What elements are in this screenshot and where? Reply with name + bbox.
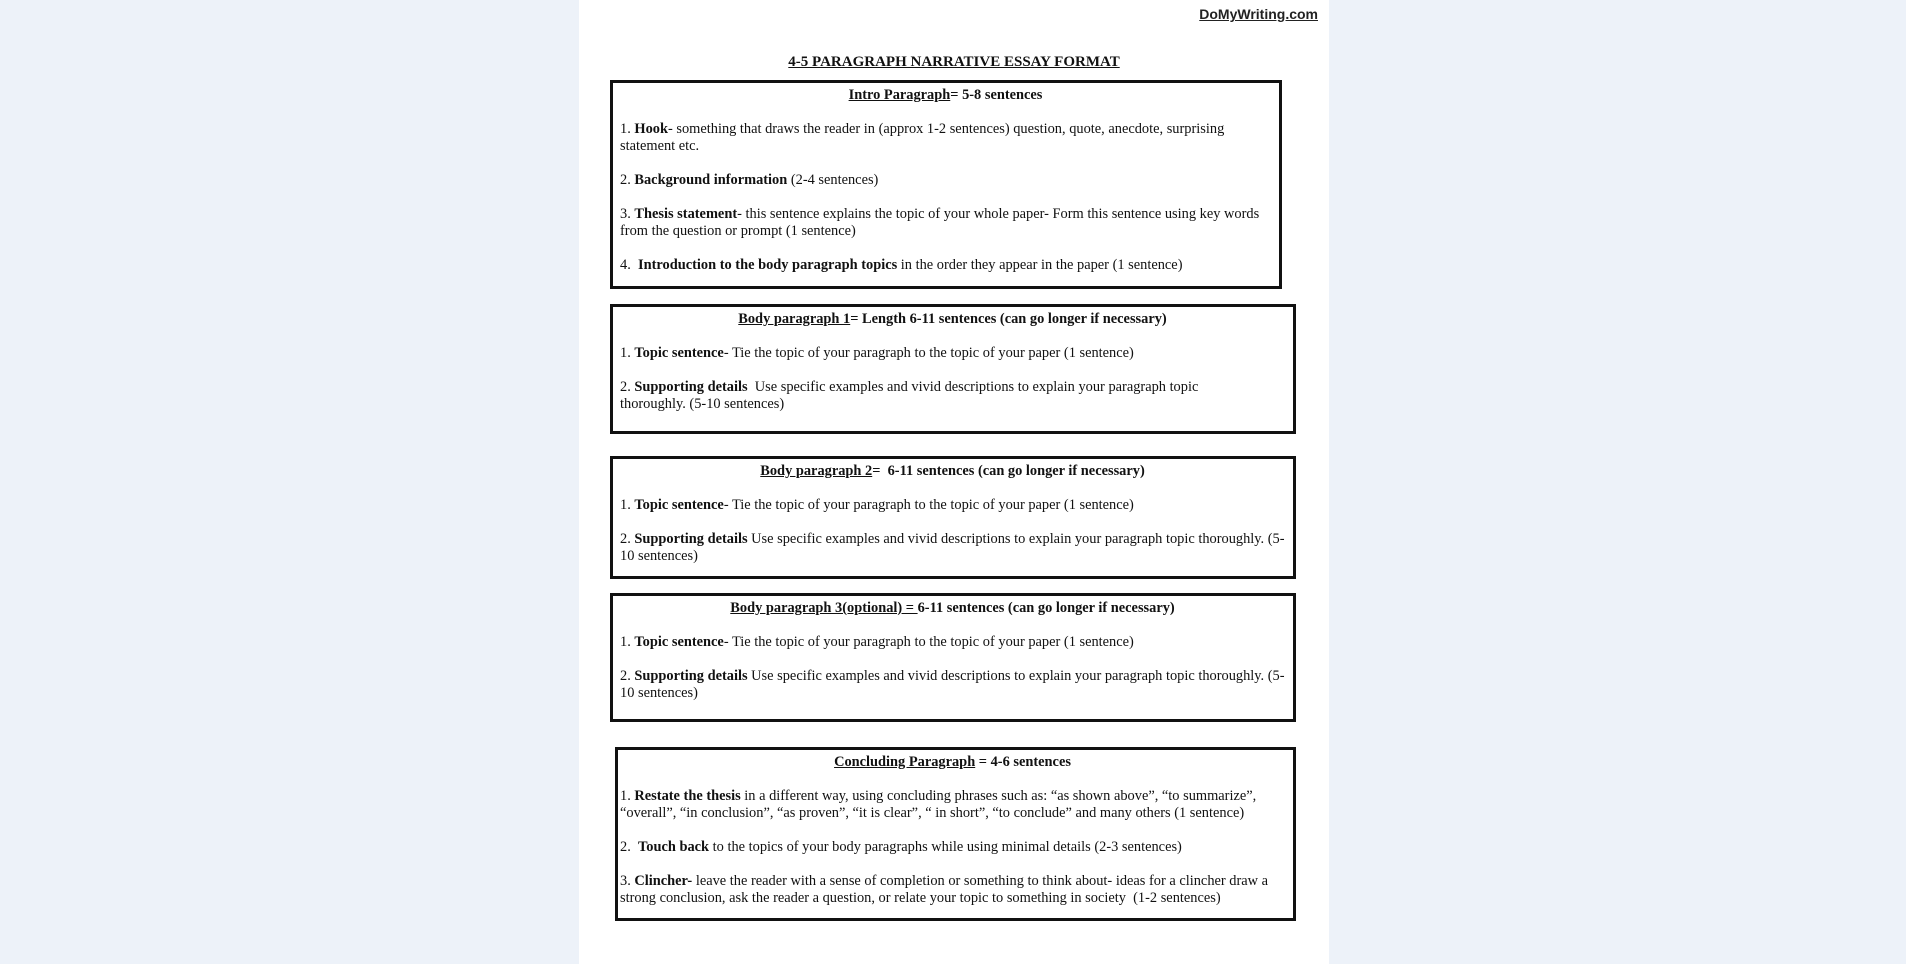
section-title-underlined: Body paragraph 1 bbox=[738, 311, 851, 327]
list-item bbox=[620, 497, 1285, 514]
item-term: Topic sentence bbox=[634, 345, 724, 361]
item-number: 3. bbox=[620, 206, 635, 222]
item-term: Introduction to the body paragraph topics bbox=[638, 257, 898, 273]
section-title bbox=[620, 87, 1271, 104]
item-text: leave the reader with a sense of completion or something to think about- ideas for a clincher draw a strong conclusion, ask the reader a question, or relate your topic to something in society (1-2 sentences) bbox=[620, 873, 1272, 906]
section-intro bbox=[610, 80, 1282, 289]
item-number: 2. bbox=[620, 839, 638, 855]
section-title-rest: = 4-6 sentences bbox=[975, 754, 1071, 770]
item-text: Use specific examples and vivid descriptions to explain your paragraph topic thoroughly. (5-10 sentences) bbox=[620, 531, 1285, 564]
page-title: 4-5 PARAGRAPH NARRATIVE ESSAY FORMAT bbox=[788, 54, 1120, 70]
item-term: Clincher- bbox=[634, 873, 693, 889]
section-title-underlined: Concluding Paragraph bbox=[834, 754, 976, 770]
item-term: Supporting details bbox=[634, 668, 748, 684]
item-text: - Tie the topic of your paragraph to the topic of your paper (1 sentence) bbox=[723, 345, 1134, 361]
item-term: Hook bbox=[634, 121, 668, 137]
watermark: DoMyWriting.com bbox=[1199, 6, 1318, 22]
list-item bbox=[620, 531, 1285, 565]
item-number: 4. bbox=[620, 257, 638, 273]
section-title-rest: = Length 6-11 sentences (can go longer if necessary) bbox=[850, 311, 1167, 327]
item-text: in a different way, using concluding phrases such as: “as shown above”, “to summarize”, “overall”, “in conclusion”, “as proven”, “it is clear”, “ in short”, “to conclude” and many others (1 sentence) bbox=[620, 788, 1257, 821]
list-item bbox=[620, 345, 1285, 362]
list-item bbox=[620, 839, 1285, 856]
section-title bbox=[620, 463, 1285, 480]
list-item bbox=[620, 873, 1285, 907]
item-term: Topic sentence bbox=[634, 497, 724, 513]
item-term: Topic sentence bbox=[634, 634, 724, 650]
item-number: 2. bbox=[620, 668, 635, 684]
item-text: - Tie the topic of your paragraph to the topic of your paper (1 sentence) bbox=[723, 497, 1134, 513]
item-number: 1. bbox=[620, 121, 635, 137]
list-item bbox=[620, 379, 1215, 413]
item-term: Restate the thesis bbox=[634, 788, 741, 804]
section-body-3 bbox=[610, 593, 1296, 722]
section-body-2 bbox=[610, 456, 1296, 579]
item-term: Thesis statement bbox=[634, 206, 738, 222]
list-item bbox=[620, 788, 1285, 822]
item-number: 1. bbox=[620, 634, 635, 650]
section-title-rest: = 6-11 sentences (can go longer if necessary) bbox=[872, 463, 1145, 479]
item-number: 1. bbox=[620, 788, 635, 804]
item-number: 1. bbox=[620, 345, 635, 361]
section-title bbox=[620, 754, 1285, 771]
list-item bbox=[620, 668, 1285, 702]
item-text: to the topics of your body paragraphs while using minimal details (2-3 sentences) bbox=[709, 839, 1182, 855]
item-number: 1. bbox=[620, 497, 635, 513]
item-text: - Tie the topic of your paragraph to the topic of your paper (1 sentence) bbox=[723, 634, 1134, 650]
item-text: - this sentence explains the topic of your whole paper- Form this sentence using key words from the question or prompt (1 sentence) bbox=[620, 206, 1260, 239]
item-text: Use specific examples and vivid descriptions to explain your paragraph topic thoroughly. (5-10 sentences) bbox=[620, 668, 1285, 701]
item-text: Use specific examples and vivid descriptions to explain your paragraph topic thoroughly. (5-10 sentences) bbox=[620, 379, 1202, 412]
section-title-underlined: Intro Paragraph bbox=[848, 87, 951, 103]
item-number: 2. bbox=[620, 379, 635, 395]
list-item bbox=[620, 634, 1285, 651]
section-title-rest: 6-11 sentences (can go longer if necessary) bbox=[917, 600, 1175, 616]
item-number: 3. bbox=[620, 873, 635, 889]
item-term: Background information bbox=[634, 172, 788, 188]
item-term: Touch back bbox=[638, 839, 710, 855]
item-number: 2. bbox=[620, 172, 635, 188]
section-title bbox=[620, 600, 1285, 617]
item-number: 2. bbox=[620, 531, 635, 547]
item-term: Supporting details bbox=[634, 379, 748, 395]
document-page bbox=[579, 0, 1329, 964]
section-body-1 bbox=[610, 304, 1296, 434]
list-item bbox=[620, 172, 1271, 189]
list-item bbox=[620, 257, 1271, 274]
list-item bbox=[620, 121, 1271, 155]
section-title-underlined: Body paragraph 3(optional) = bbox=[730, 600, 918, 616]
section-title-underlined: Body paragraph 2 bbox=[760, 463, 873, 479]
section-title-rest: = 5-8 sentences bbox=[950, 87, 1043, 103]
item-term: Supporting details bbox=[634, 531, 748, 547]
item-text: (2-4 sentences) bbox=[787, 172, 879, 188]
item-text: - something that draws the reader in (approx 1-2 sentences) question, quote, anecdote, surprising statement etc. bbox=[620, 121, 1225, 154]
item-text: in the order they appear in the paper (1 sentence) bbox=[897, 257, 1183, 273]
section-concluding bbox=[615, 747, 1296, 921]
section-title bbox=[620, 311, 1285, 328]
list-item bbox=[620, 206, 1279, 240]
